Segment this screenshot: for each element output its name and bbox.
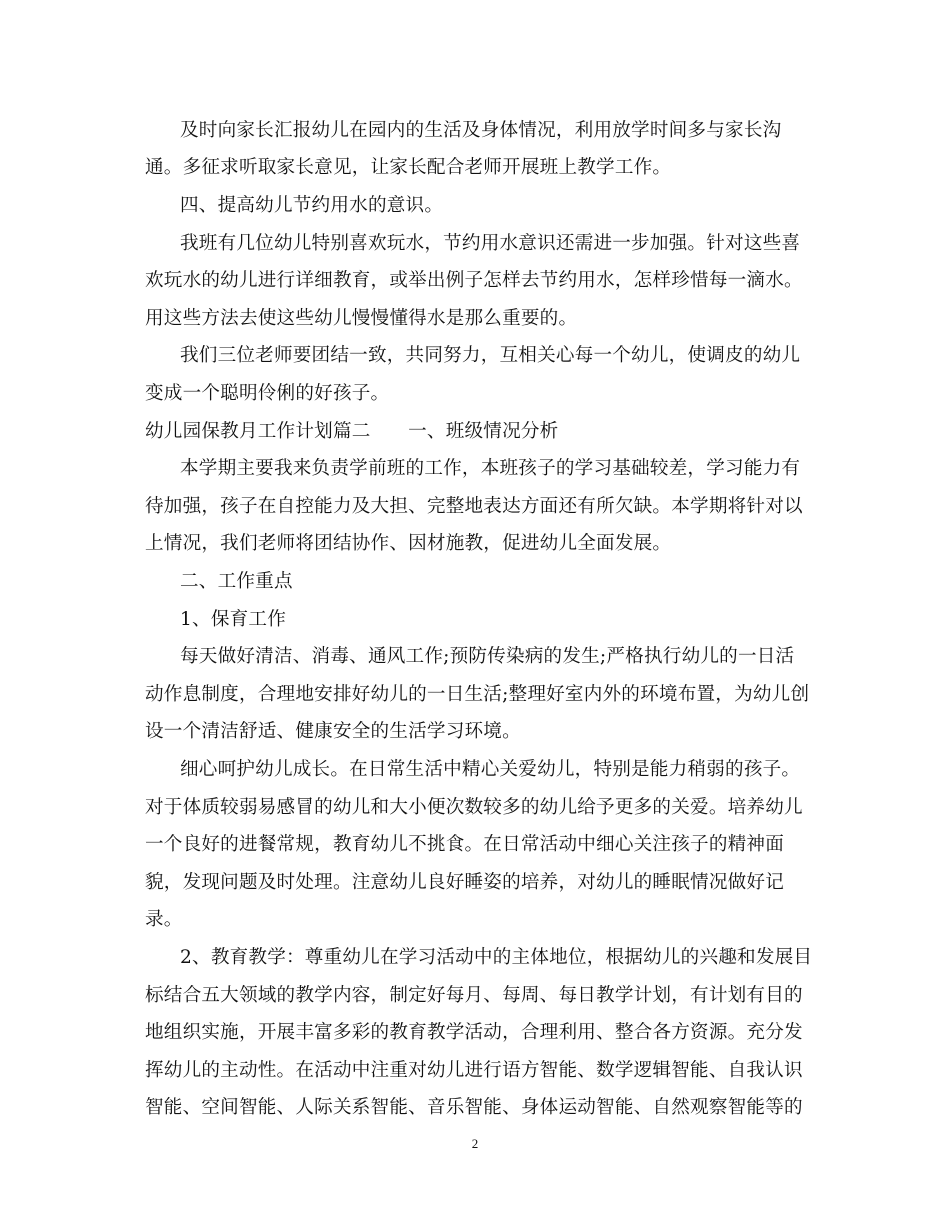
text-line: 挥幼儿的主动性。在活动中注重对幼儿进行语方智能、数学逻辑智能、自我认识 — [145, 1060, 803, 1081]
text-line: 一个良好的进餐常规，教育幼儿不挑食。在日常活动中细心关注孩子的精神面 — [145, 834, 784, 855]
text-line: 每天做好清洁、消毒、通风工作;预防传染病的发生;严格执行幼儿的一日活 — [180, 646, 795, 667]
text-line: 2、教育教学：尊重幼儿在学习活动中的主体地位，根据幼儿的兴趣和发展目 — [180, 947, 813, 968]
text-line: 智能、空间智能、人际关系智能、音乐智能、身体运动智能、自然观察智能等的 — [145, 1097, 803, 1118]
text-line: 标结合五大领域的教学内容，制定好每月、每周、每日教学计划，有计划有目的 — [145, 985, 803, 1006]
text-line: 欢玩水的幼儿进行详细教育，或举出例子怎样去节约用水，怎样珍惜每一滴水。 — [145, 270, 803, 291]
text-line: 录。 — [145, 909, 183, 930]
text-line: 貌，发现问题及时处理。注意幼儿良好睡姿的培养，对幼儿的睡眠情况做好记 — [145, 872, 784, 893]
text-line: 我班有几位幼儿特别喜欢玩水，节约用水意识还需进一步加强。针对这些喜 — [180, 233, 801, 254]
text-line: 地组织实施，开展丰富多彩的教育教学活动，合理利用、整合各方资源。充分发 — [145, 1022, 803, 1043]
section-heading: 1、保育工作 — [180, 609, 286, 630]
text-line: 通。多征求听取家长意见，让家长配合老师开展班上教学工作。 — [145, 157, 672, 178]
text-line: 我们三位老师要团结一致，共同努力，互相关心每一个幼儿，使调皮的幼儿 — [180, 345, 801, 366]
text-line: 用这些方法去使这些幼儿慢慢懂得水是那么重要的。 — [145, 308, 578, 329]
text-line: 细心呵护幼儿成长。在日常生活中精心关爱幼儿，特别是能力稍弱的孩子。 — [180, 759, 801, 780]
text-line: 及时向家长汇报幼儿在园内的生活及身体情况，利用放学时间多与家长沟 — [180, 120, 782, 141]
section-heading: 幼儿园保教月工作计划篇二 一、班级情况分析 — [145, 421, 559, 442]
text-line: 本学期主要我来负责学前班的工作，本班孩子的学习基础较差，学习能力有 — [180, 458, 801, 479]
section-heading: 四、提高幼儿节约用水的意识。 — [180, 195, 444, 216]
text-line: 变成一个聪明伶俐的好孩子。 — [145, 383, 390, 404]
text-line: 待加强，孩子在自控能力及大担、完整地表达方面还有所欠缺。本学期将针对以 — [145, 496, 803, 517]
text-line: 上情况，我们老师将团结协作、因材施教，促进幼儿全面发展。 — [145, 533, 672, 554]
text-line: 对于体质较弱易感冒的幼儿和大小便次数较多的幼儿给予更多的关爱。培养幼儿 — [145, 797, 803, 818]
text-line: 设一个清洁舒适、健康安全的生活学习环境。 — [145, 721, 521, 742]
section-heading: 二、工作重点 — [180, 571, 293, 592]
text-line: 动作息制度，合理地安排好幼儿的一日生活;整理好室内外的环境布置，为幼儿创 — [145, 684, 810, 705]
page-number: 2 — [471, 1136, 479, 1151]
